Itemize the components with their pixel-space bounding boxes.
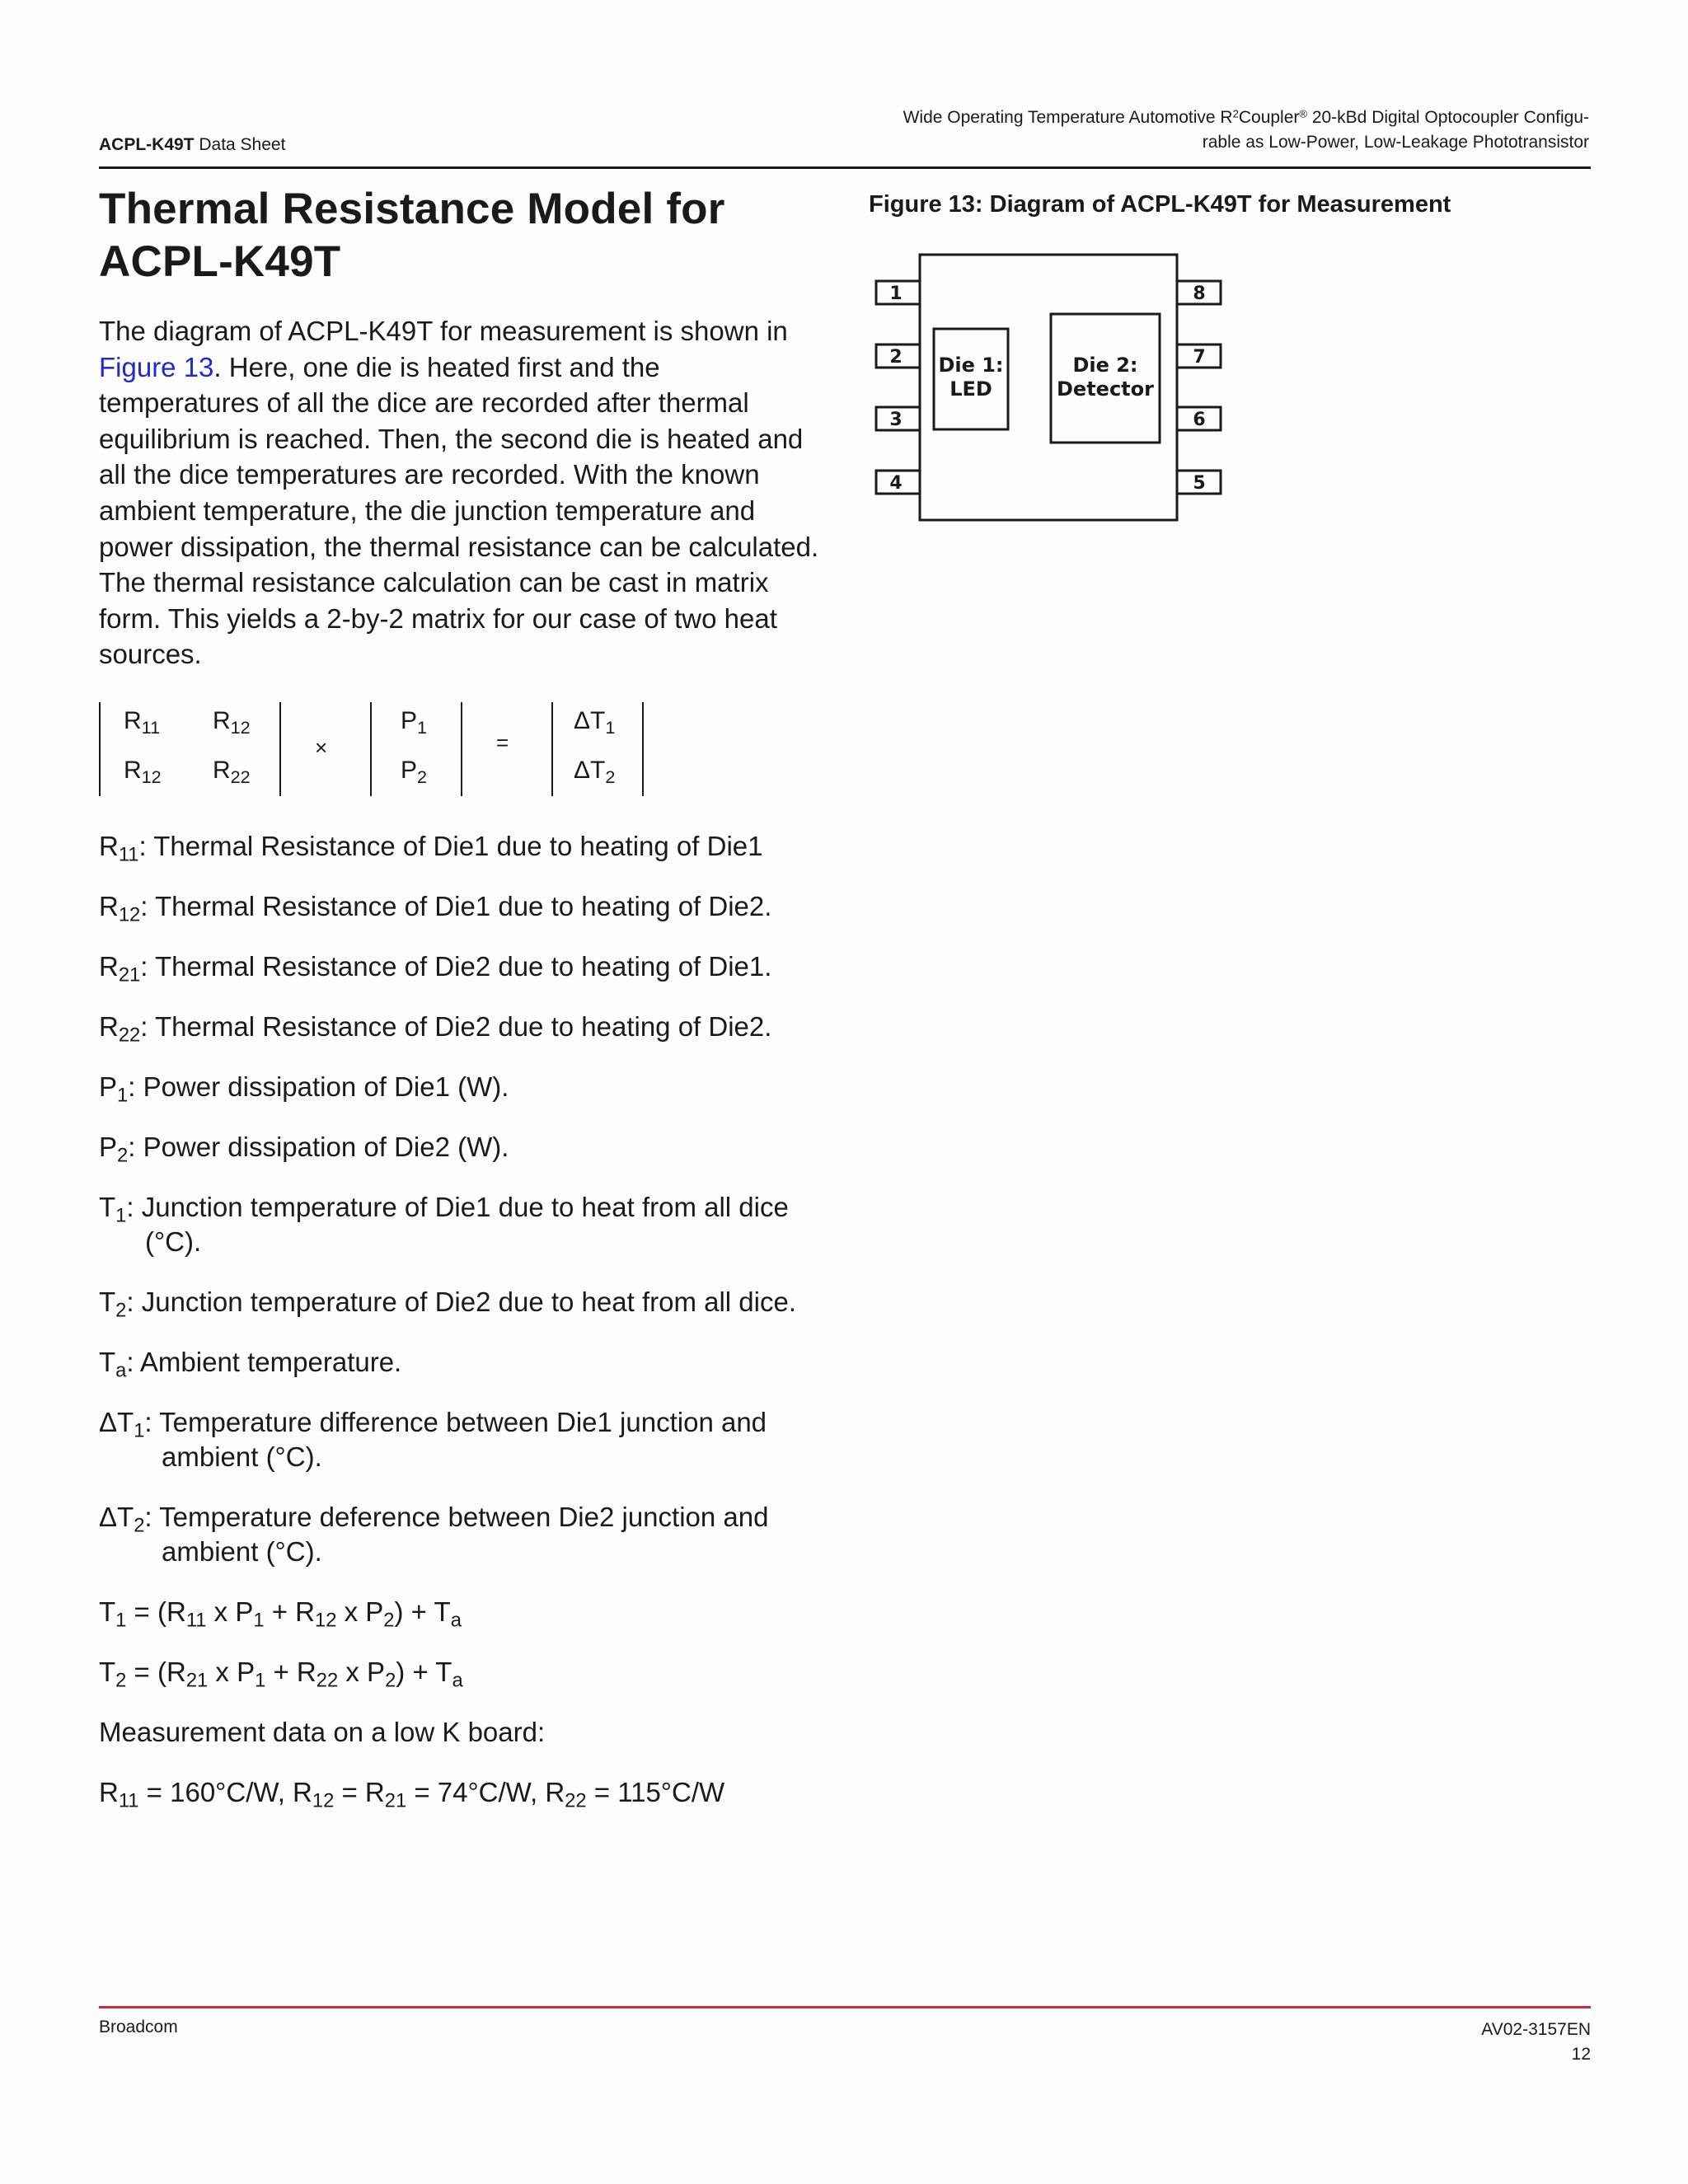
footer-info <box>1481 2018 1591 2067</box>
intro-text: The diagram of ACPL-K49T for measurement is shown in <box>99 316 788 346</box>
section-title: Thermal Resistance Model for ACPL-K49T <box>99 185 725 286</box>
die-2-sublabel: Detector <box>1057 377 1154 401</box>
matrix-bracket <box>370 702 372 796</box>
equation-t2: $T_2 = (R_{21}$ x $P_1 + R_{22}$ x $P_2) + T_a$ <box>99 1656 463 1692</box>
header-title-part: 20-kBd Digital Optocoupler Configu- <box>1306 108 1589 127</box>
pin-label-5: 5 <box>1193 473 1206 494</box>
pin-label-2: 2 <box>889 347 903 368</box>
header-title-line2: rable as Low-Power, Low-Leakage Phototransistor <box>1202 133 1589 152</box>
definitions-list <box>99 829 824 1810</box>
definition-item: $R_{22}$: Thermal Resistance of Die2 due to heating of Die2. <box>99 1010 772 1047</box>
footer-company: Broadcom <box>99 2018 178 2036</box>
footer-doc-number: AV02-3157EN <box>1481 2020 1591 2039</box>
pin-label-4: 4 <box>889 473 903 494</box>
pin-label-6: 6 <box>1193 410 1206 430</box>
figure-caption: Figure 13: Diagram of ACPL-K49T for Measurement <box>869 191 1451 218</box>
matrix-p2: $P_2$ <box>401 756 428 787</box>
header-title-part: Coupler <box>1238 108 1300 127</box>
definition-item: $R_{21}$: Thermal Resistance of Die2 due to heating of Die1. <box>99 950 772 987</box>
matrix-dt1: $\Delta T_1$ <box>574 706 616 738</box>
figure-13-link[interactable]: Figure 13 <box>99 351 214 382</box>
header-doc-type: Data Sheet <box>199 135 286 154</box>
intro-text: . Here, one die is heated first and the temperatures of all the dice are recorded after thermal equilibrium is reached. Then, the second die is heated and all the dice temperatures are recorded. With the known ambient temperature, the die junction temperature and power dissipation, the thermal resistance can be calculated. The thermal resistance calculation can be cast in matrix form. This yields a 2-by-2 matrix for our case of two heat sources. <box>99 351 819 670</box>
header-doc-id: ACPL-K49T <box>99 135 195 154</box>
registered-mark: ® <box>1299 107 1307 120</box>
definition-item: $P_1$: Power dissipation of Die1 (W). <box>99 1071 509 1107</box>
matrix-r11: $R_{11}$ <box>124 706 161 738</box>
header-title <box>682 105 1589 155</box>
thermal-matrix-equation <box>99 702 824 796</box>
definition-item: $\Delta T_1$: Temperature difference between Die1 junction and ambient (°C). <box>99 1406 767 1472</box>
matrix-bracket <box>99 702 101 796</box>
die-2-label: Die 2: <box>1072 354 1138 377</box>
measurement-values: $R_{11} = 160^\circ C/W$, $R_{12} = R_{21} = 74^\circ C/W$, $R_{22} = 115^\circ C/W$ <box>99 1776 725 1812</box>
matrix-r22: $R_{22}$ <box>213 756 251 787</box>
footer-page-number: 12 <box>1571 2045 1591 2064</box>
pin-label-3: 3 <box>889 410 903 430</box>
die-1-label: Die 1: <box>938 354 1004 377</box>
matrix-times: × <box>315 734 328 760</box>
definition-item: $R_{11}$: Thermal Resistance of Die1 due to heating of Die1 <box>99 830 763 866</box>
pin-label-7: 7 <box>1193 347 1206 368</box>
pin-label-8: 8 <box>1193 284 1206 304</box>
equation-t1: $T_1 = (R_{11}$ x $P_1 + R_{12}$ x $P_2) + T_a$ <box>99 1596 462 1632</box>
header-divider <box>99 166 1591 169</box>
header-title-part: Wide Operating Temperature Automotive R <box>903 108 1233 127</box>
definition-item: $R_{12}$: Thermal Resistance of Die1 due to heating of Die2. <box>99 890 772 926</box>
measurement-label: Measurement data on a low K board: <box>99 1716 546 1747</box>
intro-paragraph <box>99 313 824 673</box>
matrix-dt2: $\Delta T_2$ <box>574 756 616 787</box>
matrix-bracket <box>551 702 553 796</box>
definition-item: $T_2$: Junction temperature of Die2 due to heat from all dice. <box>99 1286 796 1322</box>
pin-label-1: 1 <box>889 284 903 304</box>
definition-item: $T_a$: Ambient temperature. <box>99 1346 402 1382</box>
package-diagram <box>874 252 1228 524</box>
matrix-r12-lower: $R_{12}$ <box>124 756 162 787</box>
definition-item: $T_1$: Junction temperature of Die1 due to heat from all dice (°C). <box>99 1191 789 1257</box>
definition-item: $P_2$: Power dissipation of Die2 (W). <box>99 1131 509 1167</box>
header-doc-label <box>99 135 285 155</box>
definition-item: $\Delta T_2$: Temperature deference between Die2 junction and ambient (°C). <box>99 1501 769 1567</box>
header-title-sup: 2 <box>1232 107 1239 120</box>
matrix-r12: $R_{12}$ <box>213 706 251 738</box>
matrix-bracket <box>461 702 462 796</box>
matrix-p1: $P_1$ <box>401 706 428 738</box>
footer-divider <box>99 2006 1591 2008</box>
matrix-bracket <box>642 702 644 796</box>
main-column <box>99 183 824 1835</box>
die-1-sublabel: LED <box>950 377 992 401</box>
matrix-equals: = <box>496 729 509 755</box>
matrix-bracket <box>279 702 281 796</box>
